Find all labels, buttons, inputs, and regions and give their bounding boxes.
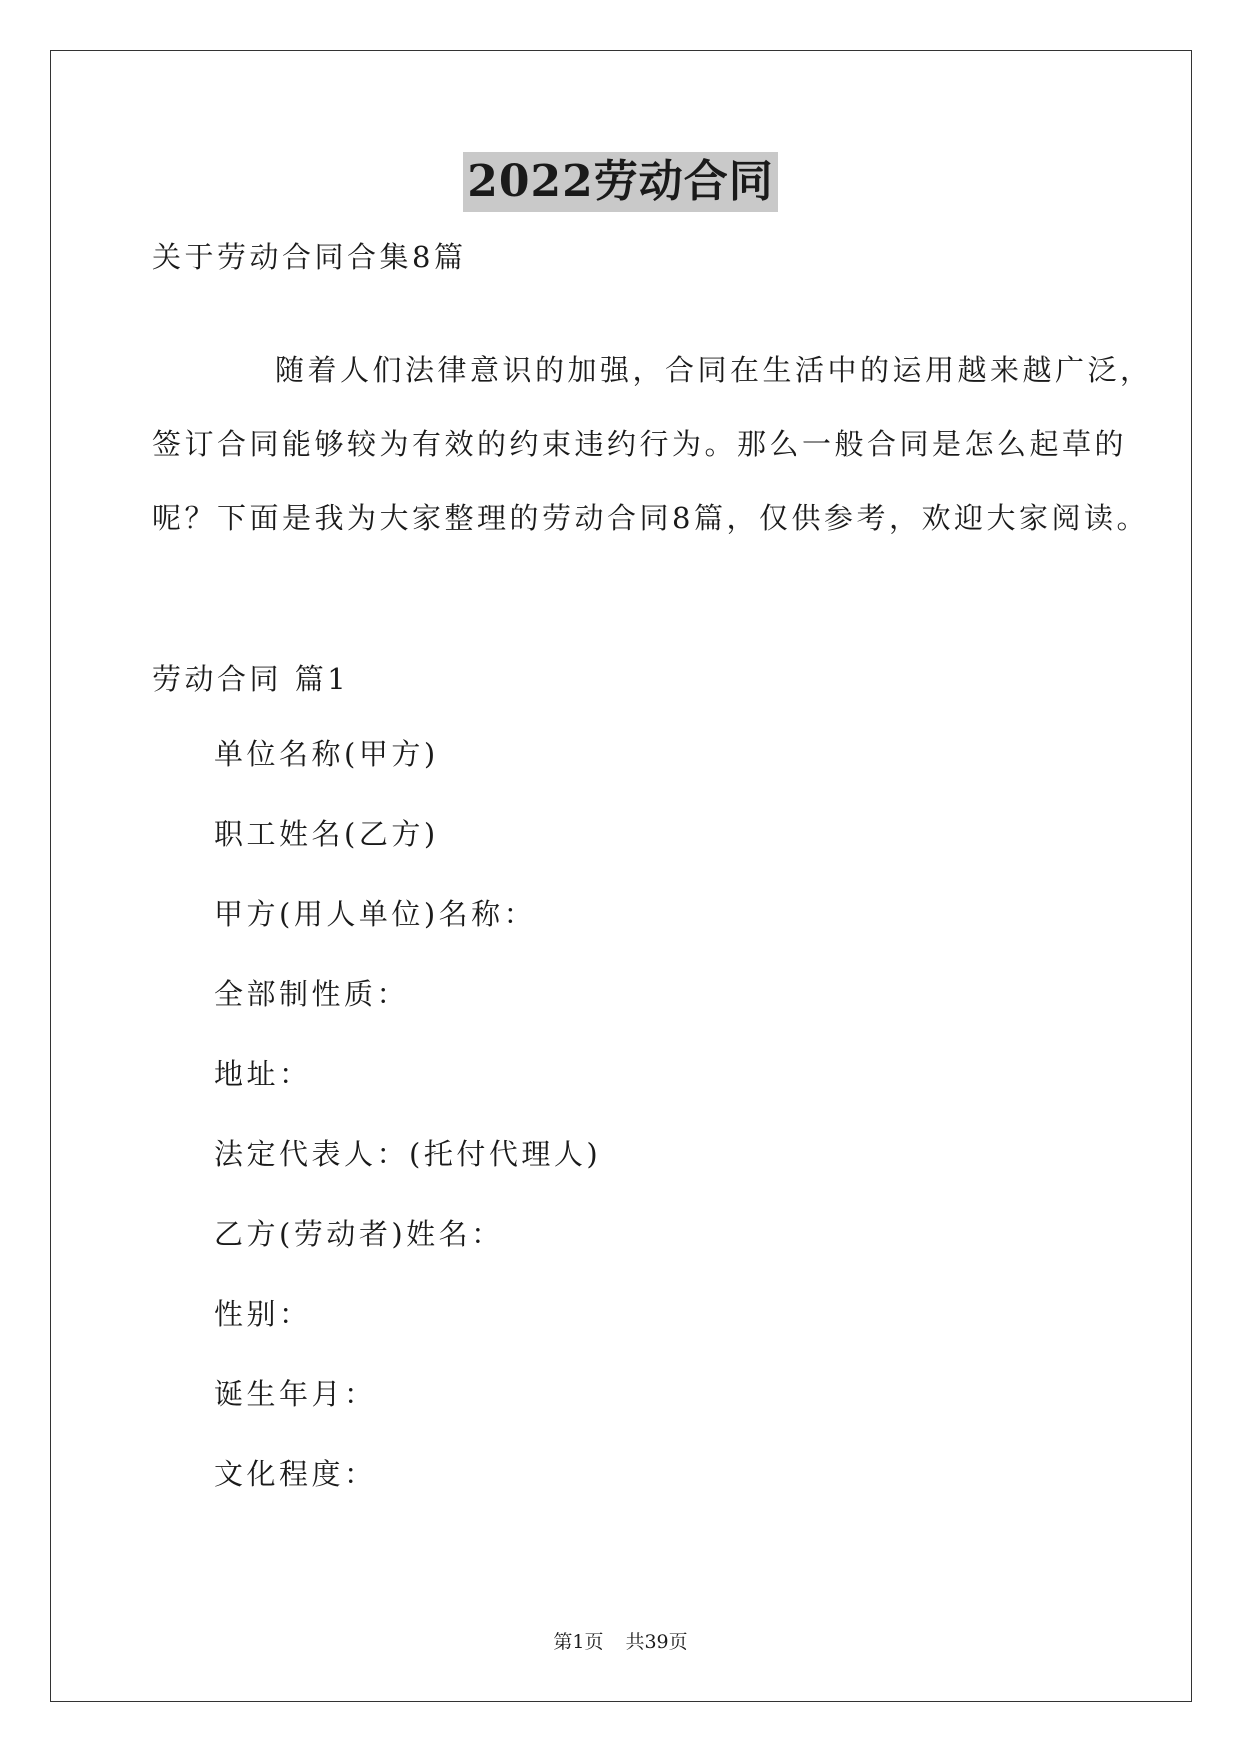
field-line: 甲方(用人单位)名称： xyxy=(214,897,537,931)
page-footer xyxy=(0,1630,1241,1654)
field-line: 法定代表人：(托付代理人) xyxy=(214,1137,602,1171)
field-line: 乙方(劳动者)姓名： xyxy=(214,1217,504,1251)
field-line: 全部制性质： xyxy=(214,977,410,1011)
document-subtitle: 关于劳动合同合集8篇 xyxy=(152,240,467,274)
title-container xyxy=(0,152,1241,212)
section-heading: 劳动合同 篇1 xyxy=(152,662,350,696)
field-line: 地址： xyxy=(214,1057,312,1091)
field-line: 诞生年月： xyxy=(214,1377,377,1411)
intro-line: 呢？下面是我为大家整理的劳动合同8篇，仅供参考，欢迎大家阅读。 xyxy=(152,501,1149,535)
total-pages: 共39页 xyxy=(625,1631,688,1653)
intro-line: 随着人们法律意识的加强，合同在生活中的运用越来越广泛， xyxy=(275,353,1153,387)
intro-line: 签订合同能够较为有效的约束违约行为。那么一般合同是怎么起草的 xyxy=(152,427,1128,461)
document-title: 2022劳动合同 xyxy=(463,152,777,212)
field-line: 性别： xyxy=(214,1297,312,1331)
field-line: 文化程度： xyxy=(214,1457,377,1491)
field-line: 单位名称(甲方) xyxy=(214,737,439,771)
field-line: 职工姓名(乙方) xyxy=(214,817,439,851)
current-page: 第1页 xyxy=(553,1631,604,1653)
